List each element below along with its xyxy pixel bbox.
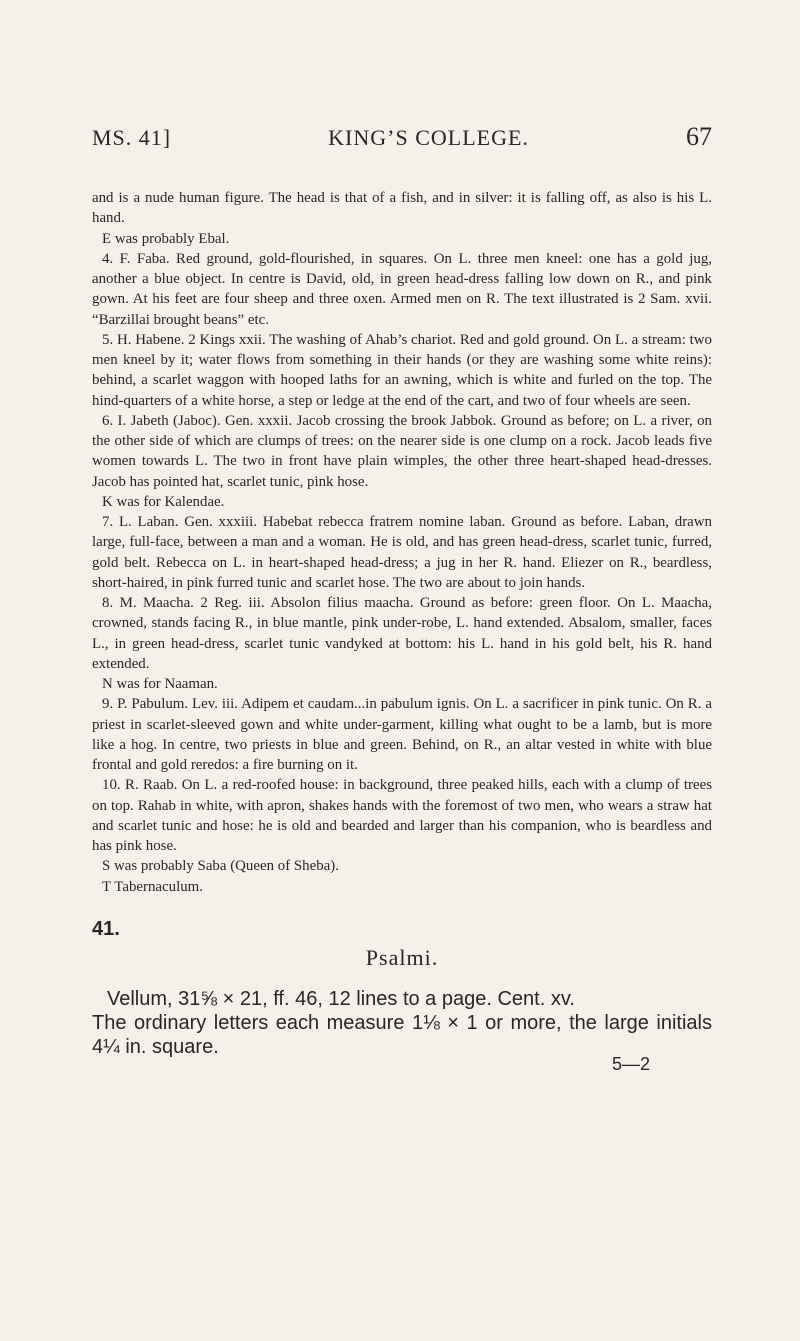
paragraph: N was for Naaman.	[102, 676, 218, 692]
catalogue-text	[92, 188, 712, 897]
description-line: Vellum, 31⅝ × 21, ff. 46, 12 lines to a page. Cent. xv.	[107, 988, 575, 1010]
paragraph: S was probably Saba (Queen of Sheba).	[102, 858, 339, 875]
paragraph: 9. P. Pabulum. Lev. iii. Adipem et caudam...in pabulum ignis. On L. a sacrificer in pink tunic. On R. a priest in scarlet-sleeved gown and white under-garment, killing what ought to be a lamb, but is more like a hog. In centre, two priests in blue and green. Behind, on R., an altar vested in white with blue frontal and gold reredos: a fire burning on it.	[92, 696, 712, 773]
paragraph: 6. I. Jabeth (Jaboc). Gen. xxxii. Jacob crossing the brook Jabbok. Ground as before; on L. a river, on the other side of which are clumps of trees: on the nearer side is one clump on a rock. Jacob leads five women towards L. The two in front have plain wimples, the other three heart-shaped head-dresses. Jacob has pointed hat, scarlet tunic, pink hose.	[92, 412, 712, 490]
paragraph: 7. L. Laban. Gen. xxxiii. Habebat rebecca fratrem nomine laban. Ground as before. Laban, drawn large, full-face, between a man and a woman. He is old, and has green head-dress, scarlet tunic, furred, gold belt. Rebecca on L. in heart-shaped head-dress; a jug in her R. hand. Eliezer on R., beardless, short-haired, in pink furred tunic and scarlet hose. The two are about to join hands.	[92, 514, 712, 591]
paragraph: and is a nude human figure. The head is that of a fish, and in silver: it is falling off, as also is his L. hand.	[92, 190, 712, 227]
header-college: KING’S COLLEGE.	[328, 125, 529, 150]
header-manuscript: MS. 41]	[92, 125, 172, 150]
paragraph: K was for Kalendae.	[102, 493, 225, 510]
paragraph: T Tabernaculum.	[102, 878, 203, 895]
section-number: 41.	[92, 918, 120, 940]
paragraph: 5. H. Habene. 2 Kings xxii. The washing of Ahab’s chariot. Red and gold ground. On L. a stream: two men kneel by it; water flows from something in their hands (or they are washing some white reins): behind, a scarlet waggon with hooped laths for an awning, which is white and furled on the top. The hind-quarters of a white horse, a step or ledge at the end of the cart, and two of four wheels are seen.	[92, 331, 712, 409]
paragraph: 8. M. Maacha. 2 Reg. iii. Absolon filius maacha. Ground as before: green floor. On L. Maacha, crowned, stands facing R., in blue mantle, pink under-robe, L. hand extended. Absalom, smaller, faces L., in green head-dress, scarlet tunic vandyked at bottom: his L. hand in his gold belt, his R. hand extended.	[92, 595, 712, 672]
paragraph: E was probably Ebal.	[102, 230, 230, 247]
paragraph: 10. R. Raab. On L. a red-roofed house: in background, three peaked hills, each with a clump of trees on top. Rahab in white, with apron, shakes hands with the foremost of two men, who wears a straw hat and scarlet tunic and hose: he is old and bearded and larger than his companion, who is beardless and has pink hose.	[92, 777, 712, 854]
running-header	[92, 122, 712, 152]
section-description	[92, 987, 712, 1059]
description-line: The ordinary letters each measure 1⅛ × 1 or more, the large initials 4¼ in. square.	[92, 1012, 712, 1058]
signature-mark: 5—2	[612, 1054, 651, 1074]
section-title: Psalmi.	[365, 945, 439, 970]
page-number: 67	[685, 122, 712, 151]
paragraph: 4. F. Faba. Red ground, gold-flourished, in squares. On L. three men kneel: one has a gold jug, another a blue object. In centre is David, old, in green head-dress falling low down on R., and pink gown. At his feet are four sheep and three oxen. Armed men on R. The text illustrated is 2 Sam. xvii. “Barzillai brought beans” etc.	[92, 250, 712, 328]
